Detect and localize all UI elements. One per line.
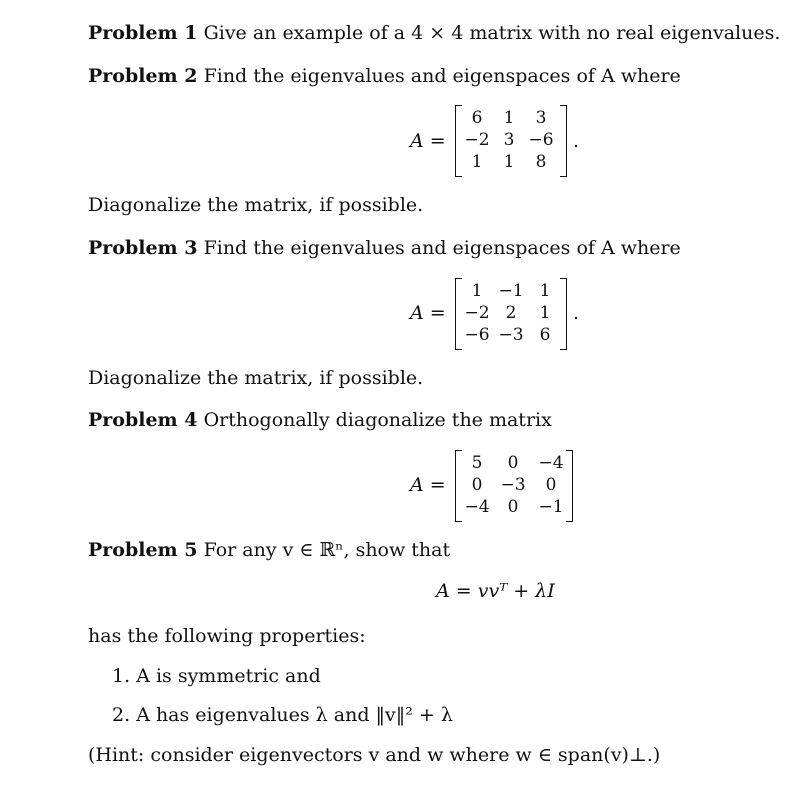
matrix-cell: −2	[464, 130, 490, 150]
matrix-cell: −4	[464, 497, 490, 517]
problem-5	[88, 538, 450, 562]
matrix-cell: 0	[471, 475, 483, 495]
matrix-period: .	[573, 130, 580, 152]
matrix-cell: 5	[471, 453, 483, 473]
matrix-cell: −1	[498, 281, 524, 301]
matrix-problem-2	[455, 105, 567, 177]
problem-3-followup: Diagonalize the matrix, if possible.	[88, 367, 424, 389]
properties-intro: has the following properties:	[88, 625, 366, 647]
list-text: A is symmetric and	[136, 665, 321, 687]
matrix-problem-3	[455, 278, 567, 350]
matrix-cell: 1	[471, 152, 483, 172]
problem-3	[88, 236, 681, 260]
matrix-cell: 0	[545, 475, 557, 495]
matrix-cell: 1	[503, 108, 515, 128]
problem-text: Find the eigenvalues and eigenspaces of A where	[203, 65, 681, 87]
matrix-cell: −4	[538, 453, 564, 473]
matrix-cell: −2	[464, 303, 490, 323]
matrix-cell: 0	[507, 497, 519, 517]
matrix-cell: −6	[464, 325, 490, 345]
list-number: 1.	[112, 665, 131, 687]
matrix-cell: 1	[539, 281, 551, 301]
problem-title: Problem 4	[88, 409, 198, 431]
matrix-cell: 6	[471, 108, 483, 128]
matrix-lhs: A =	[410, 302, 446, 324]
list-item	[112, 703, 453, 727]
matrix-cell: 2	[505, 303, 517, 323]
matrix-lhs: A =	[410, 130, 446, 152]
matrix-cell: 6	[539, 325, 551, 345]
matrix-cell: 3	[503, 130, 515, 150]
matrix-cell: −3	[500, 475, 526, 495]
matrix-cell: −1	[538, 497, 564, 517]
problem-text: Orthogonally diagonalize the matrix	[203, 409, 552, 431]
problem-2-followup: Diagonalize the matrix, if possible.	[88, 194, 424, 216]
hint-text: (Hint: consider eigenvectors v and w where w ∈ span(v)⊥.)	[88, 744, 661, 766]
matrix-cell: −6	[528, 130, 554, 150]
matrix-cell: 1	[503, 152, 515, 172]
problem-title: Problem 1	[88, 22, 198, 44]
list-text: A has eigenvalues λ and ‖v‖² + λ	[136, 704, 453, 726]
list-number: 2.	[112, 704, 131, 726]
matrix-lhs: A =	[410, 474, 446, 496]
matrix-cell: 0	[507, 453, 519, 473]
problem-title: Problem 3	[88, 237, 198, 259]
list-item	[112, 664, 321, 688]
right-bracket	[560, 105, 567, 177]
matrix-cell: 3	[535, 108, 547, 128]
matrix-problem-4	[455, 450, 573, 522]
problem-4	[88, 408, 552, 432]
problem-title: Problem 5	[88, 539, 198, 561]
problem-2	[88, 64, 681, 88]
matrix-period: .	[573, 302, 580, 324]
problem-text: Give an example of a 4 × 4 matrix with no real eigenvalues.	[203, 22, 781, 44]
problem-text: Find the eigenvalues and eigenspaces of A where	[203, 237, 681, 259]
matrix-cell: 8	[535, 152, 547, 172]
problem-text: For any v ∈ ℝⁿ, show that	[203, 539, 451, 561]
matrix-cell: 1	[471, 281, 483, 301]
problem-title: Problem 2	[88, 65, 198, 87]
matrix-cell: 1	[539, 303, 551, 323]
display-equation: A = vvᵀ + λI	[436, 580, 555, 602]
problem-1	[88, 21, 780, 45]
matrix-cell: −3	[498, 325, 524, 345]
